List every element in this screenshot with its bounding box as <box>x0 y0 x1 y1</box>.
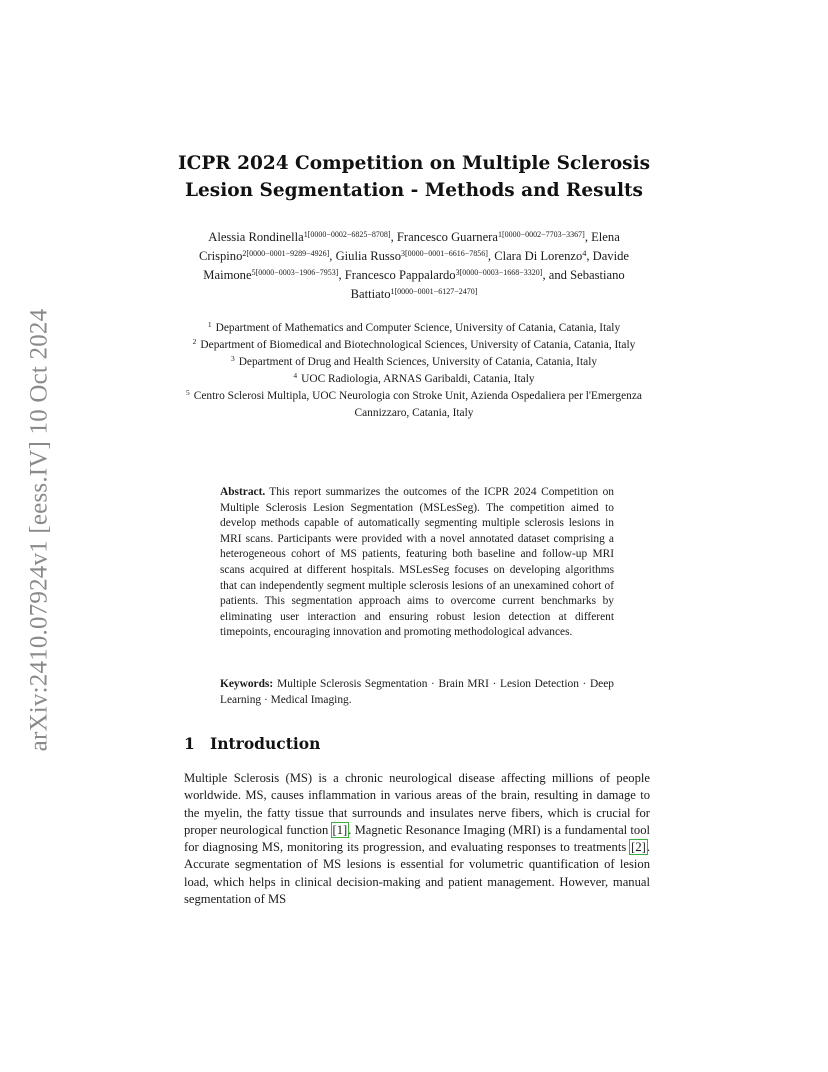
author-list: Alessia Rondinella$^{1[0000-0002-6825-8708]}$, Francesco Guarnera$^{1[0000-0002-7703-3367]}$, Elena Crispino$^{2[0000-0001-9289-4926]}$, Giulia Russo$^{3[0000-0001-6616-7856]}$, Clara Di Lorenzo$^4$, Davide Maimone$^{5[0000-0003-1906-7953]}$, Francesco Pappalardo$^{3[0000-0003-1668-3320]}$, and Sebastiano Battiato$^{1[0000-0001-6127-2470]}$ <box>199 230 629 301</box>
author-affiliation-mark: 5 <box>251 268 256 277</box>
affiliation-number: 5 <box>186 388 190 397</box>
abstract <box>220 485 614 641</box>
author-affiliation-mark: 4 <box>582 249 587 258</box>
author-affiliation-mark: 1 <box>390 287 395 296</box>
author-orcid: [0000−0003−1906−7953] <box>255 268 339 277</box>
author-orcid: [0000−0003−1668−3320] <box>459 268 543 277</box>
affiliation-number: 4 <box>293 371 298 380</box>
paragraph-text: . Accurate segmentation of MS lesions is essential for volumetric quantification of lesion load, which helps in clinical decision-making and patient management. However, manual segmentation of MS <box>184 840 650 907</box>
affiliation-list <box>186 320 642 422</box>
author-orcid: [0000−0001−9289−4926] <box>246 249 330 258</box>
author-orcid: [0000−0002−6825−8708] <box>307 230 391 239</box>
author-affiliation-mark: 2 <box>242 249 247 258</box>
author-name: Francesco Guarnera <box>396 230 498 244</box>
author-affiliation-mark: 3 <box>455 268 460 277</box>
paragraph-text: Multiple Sclerosis (MS) is a chronic neurological disease affecting millions of people worldwide. MS, causes inflammation in various areas of the brain, resulting in damage to the myelin, the fatty tissue that surrounds and insulates nerve fibers, which is crucial for proper neurological function <box>184 771 650 837</box>
affiliation-number: 3 <box>230 354 235 363</box>
author-name: Francesco Pappalardo <box>344 268 456 282</box>
affiliation-text: Department of Drug and Health Sciences, University of Catania, Catania, Italy <box>238 356 598 368</box>
title-line-1: ICPR 2024 Competition on Multiple Sclerosis <box>177 153 651 174</box>
affiliation-number: 2 <box>192 337 197 346</box>
author-name: Davide Maimone <box>203 249 629 282</box>
keywords <box>220 677 614 708</box>
author-orcid: [0000−0001−6127−2470] <box>394 287 478 296</box>
abstract-text: This report summarizes the outcomes of the ICPR 2024 Competition on Multiple Sclerosis Lesion Segmentation (MSLesSeg). The competition aimed to develop methods capable of automatically segmenting multiple sclerosis lesions in MRI scans. Participants were provided with a novel annotated dataset comprising a heterogeneous cohort of MS patients, featuring both baseline and follow-up MRI scans acquired at different hospitals. MSLesSeg focuses on developing algorithms that can independently segment multiple sclerosis lesions of an unexamined cohort of patients. This segmentation approach aims to overcome current benchmarks by eliminating user interaction and ensuring robust lesion detection at different timepoints, encouraging innovation and promoting methodological advances. <box>220 486 614 639</box>
affiliation-number: 1 <box>207 320 212 329</box>
author-name: Sebastiano Battiato <box>350 268 625 301</box>
author-orcid: [0000−0001−6616−7856] <box>405 249 488 258</box>
author-name: Alessia Rondinella <box>208 230 304 244</box>
author-affiliation-mark: 1 <box>497 230 502 239</box>
author-affiliation-mark: 3 <box>401 249 406 258</box>
author-name: Giulia Russo <box>335 249 402 263</box>
affiliation-text: Department of Biomedical and Biotechnological Sciences, University of Catania, Catania, Italy <box>200 339 636 351</box>
paper-title <box>150 150 678 204</box>
author-conjunction: and <box>548 268 567 282</box>
author-affiliation-mark: 1 <box>303 230 308 239</box>
section-title: Introduction <box>210 734 321 753</box>
affiliation-item <box>186 388 642 422</box>
section-number: 1 <box>184 734 195 753</box>
abstract-label: Abstract. <box>220 486 266 498</box>
affiliation-item <box>186 320 642 337</box>
arxiv-identifier-stamp <box>12 280 66 780</box>
citation-link[interactable]: [1] <box>332 822 348 837</box>
affiliation-item <box>186 337 642 354</box>
section-heading <box>184 734 320 753</box>
citation-link[interactable]: [2] <box>631 840 646 855</box>
keywords-text: Multiple Sclerosis Segmentation · Brain MRI · Lesion Detection · Deep Learning · Medical Imaging. <box>220 678 614 706</box>
author-name: Clara Di Lorenzo <box>494 249 583 263</box>
arxiv-identifier-text: arXiv:2410.07924v1 [eess.IV] 10 Oct 2024 <box>25 308 52 752</box>
affiliation-item <box>186 354 642 371</box>
title-line-2: Lesion Segmentation - Methods and Results <box>185 180 643 201</box>
paragraph-text: . Magnetic Resonance Imaging (MRI) is a fundamental tool for diagnosing MS, monitoring its progression, and evaluating responses to treatments <box>184 822 650 855</box>
introduction-paragraph <box>184 770 650 908</box>
affiliation-text: UOC Radiologia, ARNAS Garibaldi, Catania, Italy <box>301 373 535 385</box>
keywords-label: Keywords: <box>220 678 274 690</box>
author-name: Elena Crispino <box>199 230 620 263</box>
affiliation-text: Centro Sclerosi Multipla, UOC Neurologia con Stroke Unit, Azienda Ospedaliera per l'Emergenza Cannizzaro, Catania, Italy <box>193 390 642 419</box>
affiliation-item <box>186 371 642 388</box>
affiliation-text: Department of Mathematics and Computer Science, University of Catania, Catania, Italy <box>215 322 621 334</box>
author-orcid: [0000−0002−7703−3367] <box>501 230 585 239</box>
